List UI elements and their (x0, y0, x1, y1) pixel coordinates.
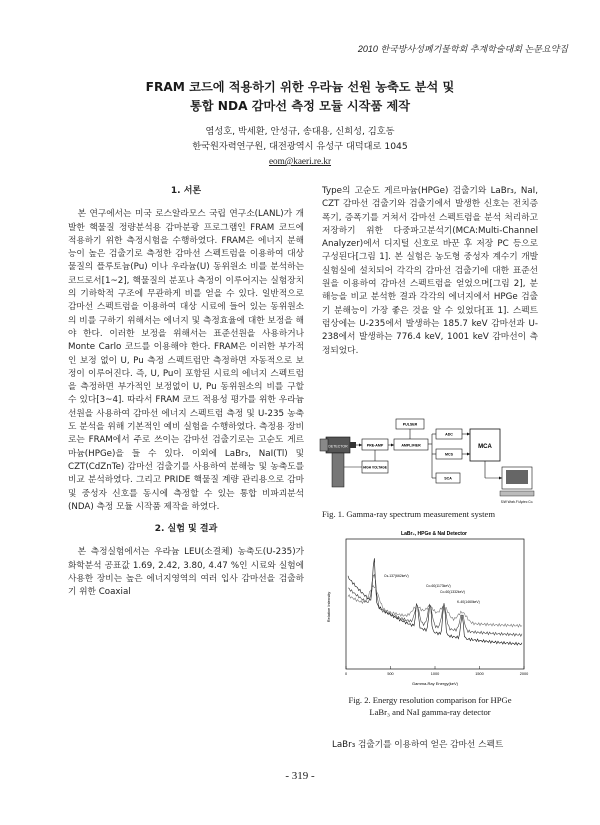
pc-keyboard (500, 491, 534, 496)
x-tick-label: 0 (344, 672, 348, 676)
mca-label: MCA (478, 444, 492, 450)
x-tick-label: 1500 (475, 672, 484, 676)
adc-label: ADC (445, 432, 453, 437)
right-column (322, 185, 538, 358)
author-block (0, 124, 600, 169)
pc-screen (506, 470, 528, 484)
figure-1-system-diagram (318, 415, 540, 515)
x-tick-label: 2000 (519, 672, 529, 676)
right-column-body: Type의 고순도 게르마늄(HPGe) 검출기와 LaBr₃, NaI, CZT 감마선 검출기와 검출기에서 발생한 신호는 전치증폭기, 증폭기를 거쳐서 감마선 스펙트럼을 분석 처리하고 저장하기 위한 다중파고분석기(MCA:Multi-Channel Analyzer)에서 디지털 신호로 바꾼 후 저장 PC 등으로 구성된다[그림 1]. 본 실험은 농도형 중성자 계수기 개발 실험실에 설치되어 각각의 감마선 검출기에 대한 표준선원을 이용하여 감마선 스펙트럼을 얻었으며[그림 2], 분해능을 비교 분석한 결과 각각의 에너지에서 HPGe 검출기 분해능이 가장 좋은 것을 알 수 있었다[표 1]. 스펙트럼상에는 U-235에서 발생하는 185.7 keV 감마선과 U-238에서 발생하는 776.4 keV, 1001 keV 감마선이 측정되었다. (322, 186, 538, 356)
paper-title (60, 78, 540, 116)
peak-label-co60-a: Co-60(1173keV) (426, 584, 451, 588)
preamp-label: PRE-AMP (366, 443, 384, 448)
section-1-body: 본 연구에서는 미국 로스알라모스 국립 연구소(LANL)가 개발한 핵물질 정량분석용 감마분광 프로그램인 FRAM 코드에 적용하기 위한 측정시험을 수행하였다. FRAM은 에너지 분해능이 높은 검출기로 측정한 감마선 스펙트럼을 이용하여 대상 물질의 플루토늄(Pu) 이나 우라늄(U) 동위원소 비를 분석하는 코드로서[1~2], 핵물질의 분포나 측정이 이루어지는 실험장치의 기하학적 구조에 무관하게 비를 얻을 수 있다. 일반적으로 감마선 스펙트럼을 이용하여 대상 시료에 들어 있는 동위원소의 비를 구하기 위해서는 에너지 및 측정효율에 대한 보정을 해야 한다. 이러한 보정을 위해서는 표준선원을 사용하거나 Monte Carlo 코드를 이용해야 한다. FRAM은 이러한 부가적인 보정 없이 U, Pu 측정 스펙트럼만 측정하면 자동적으로 보정이 이루어진다. 즉, U, Pu이 포함된 시료의 에너지 스펙트럼을 측정하면 부가적인 보정없이 U, Pu 동위원소의 비를 구할 수 있다[3~4]. 따라서 FRAM 코드 적용성 평가를 위한 우라늄 선원을 사용하여 감마선 에너지 스펙트럼 측정 및 U-235 농축도 분석을 위해 기본적인 예비 실험을 수행하였다. 측정용 장비로는 FRAM에서 주로 쓰이는 감마선 검출기로는 고순도 게르마늄(HPGe)을 들 수 있다. 이외에 LaBr₃, NaI(Tl) 및 CZT(CdZnTe) 감마선 검출기를 사용하여 분해능 및 농축도를 비교 분석하였다. 그리고 PRIDE 핵물질 계량 관리용으로 감마 및 중성자 신호를 동시에 측정할 수 있는 통합 비파괴분석(NDA) 측정 모듈 시작품 제작을 하였다. (68, 209, 304, 512)
title-line-2: 통합 NDA 감마선 측정 모듈 시작품 제작 (189, 99, 411, 113)
author-names: 염성호, 박세환, 안성규, 송대용, 신희성, 김호동 (205, 126, 395, 137)
peak-label-k40: K-40(1460keV) (457, 600, 480, 604)
pulser-label: PULSER (402, 422, 418, 427)
title-line-1: FRAM 코드에 적용하기 위한 우라늄 선원 농축도 분석 및 (145, 80, 455, 94)
detector-label: DETECTOR (328, 444, 348, 449)
email-link[interactable]: eom@kaeri.re.kr (268, 156, 332, 166)
peak-label-co60-b: Co-60(1332keV) (440, 590, 465, 594)
y-axis-label: Relative Intensity (326, 591, 331, 623)
high-voltage-label: HIGH VOLTAGE (363, 465, 387, 470)
peak-label-cs137: Cs-137(662keV) (384, 574, 409, 578)
running-header: 2010 한국방사성폐기물학회 추계학술대회 논문요약집 (357, 44, 568, 54)
plot-title: LaBr₃, HPGe & NaI Detector (401, 531, 467, 537)
section-2-heading: 2. 실험 및 결과 (154, 524, 218, 535)
affiliation: 한국원자력연구원, 대전광역시 유성구 대덕대로 1045 (192, 141, 408, 152)
x-tick-label: 1000 (430, 672, 440, 676)
amplifier-label: AMPLIFIER (401, 443, 421, 448)
left-column (68, 185, 304, 600)
x-axis-label: Gamma-Ray Energy(keV) (411, 681, 459, 686)
pc-label: S/W Work.Fi Aptec Co. (500, 500, 534, 504)
figure-2-caption-line-2: LaBr₃ and NaI gamma-ray detector (369, 707, 491, 717)
figure-2-spectrum-plot (322, 527, 540, 689)
x-tick-label: 500 (387, 672, 394, 676)
figure-1-caption: Fig. 1. Gamma-ray spectrum measurement system (322, 509, 496, 519)
plot-frame (346, 539, 524, 669)
page-number: - 319 - (285, 770, 315, 782)
detector-neck (350, 442, 356, 448)
figure-2-caption-line-1: Fig. 2. Energy resolution comparison for HPGe (348, 695, 512, 705)
sca-label: SCA (444, 476, 452, 481)
detector-head (320, 439, 328, 451)
section-2-body: 본 측정실험에서는 우라늄 LEU(소결체) 농축도(U-235)가 화학분석 공표값 1.69, 2.42, 3.80, 4.47 %인 시료와 실험에 사용한 장비는 높은 에너지영역의 여러 입사 감마선을 검출하기 위한 Coaxial (68, 547, 304, 598)
section-1-heading: 1. 서론 (170, 186, 202, 196)
right-column-continuation: LaBr₃ 검출기를 이용하여 얻은 감마선 스펙트 (332, 740, 504, 750)
figure-2-caption (322, 694, 538, 718)
mcs-label: MCS (445, 452, 453, 457)
dewar (332, 453, 344, 487)
